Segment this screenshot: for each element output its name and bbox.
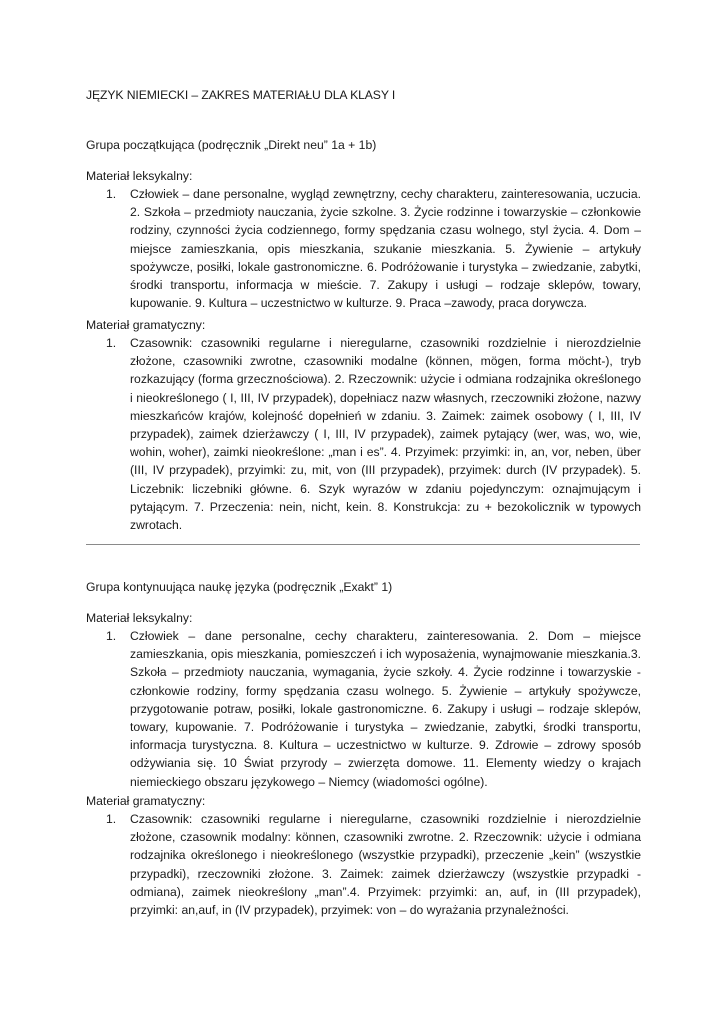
list-number: 1. xyxy=(106,812,117,826)
group-heading-continuing: Grupa kontynuująca naukę języka (podręcznik „Exakt” 1) xyxy=(86,580,393,594)
lexical-label-continuing: Materiał leksykalny: xyxy=(86,611,193,625)
lexical-label-beginner: Materiał leksykalny: xyxy=(86,169,193,183)
grammar-label-continuing: Materiał gramatyczny: xyxy=(86,794,206,808)
section-divider xyxy=(86,544,640,545)
list-number: 1. xyxy=(106,629,117,643)
grammar-text-continuing: Czasownik: czasowniki regularne i nieregularne, czasowniki rozdzielnie i nierozdzielnie złożone, czasownik modalny: können, czasowniki zwrotne. 2. Rzeczownik: użycie i odmiana rodzajnika określonego i nieokreślonego (wszystkie przypadki), przeczenie „kein” (wszystkie przypadki), rzeczowniki złożone. 3. Zaimek: zaimek dzierżawczy (wszystkie przypadki - odmiana), zaimek nieokreślony „man”.4. Przyimek: przyimki: an, auf, in (III przypadek), przyimki: an,auf, in (IV przypadek), przyimek: von – do wyrażania przynależności. xyxy=(130,812,641,918)
group-heading-beginner: Grupa początkująca (podręcznik „Direkt neu” 1a + 1b) xyxy=(86,138,377,152)
list-number: 1. xyxy=(106,336,117,350)
grammar-label-beginner: Materiał gramatyczny: xyxy=(86,318,206,332)
document-title: JĘZYK NIEMIECKI – ZAKRES MATERIAŁU DLA KLASY I xyxy=(86,88,396,102)
lexical-text-beginner: Człowiek – dane personalne, wygląd zewnętrzny, cechy charakteru, zainteresowania, uczucia. 2. Szkoła – przedmioty nauczania, życie szkolne. 3. Życie rodzinne i towarzyskie – członkowie rodziny, czynności życia codziennego, formy spędzania czasu wolnego, styl życia. 4. Dom – miejsce zamieszkania, opis mieszkania, szukanie mieszkania. 5. Żywienie – artykuły spożywcze, posiłki, lokale gastronomiczne. 6. Podróżowanie i turystyka – zwiedzanie, zabytki, środki transportu, informacja w mieście. 7. Zakupy i usługi – rodzaje sklepów, towary, kupowanie. 9. Kultura – uczestnictwo w kulturze. 9. Praca –zawody, praca dorywcza. xyxy=(130,187,641,311)
list-number: 1. xyxy=(106,187,117,201)
lexical-text-continuing: Człowiek – dane personalne, cechy charakteru, zainteresowania. 2. Dom – miejsce zamieszkania, opis mieszkania, pomieszczeń i ich wyposażenia, wynajmowanie mieszkania.3. Szkoła – przedmioty nauczania, wymagania, życie szkoły. 4. Życie rodzinne i towarzyskie - członkowie rodziny, formy spędzania czasu wolnego. 5. Żywienie – artykuły spożywcze, przygotowanie potraw, posiłki, lokale gastronomiczne. 6. Zakupy i usługi – rodzaje sklepów, towary, kupowanie. 7. Podróżowanie i turystyka – zwiedzanie, zabytki, środki transportu, informacja turystyczna. 8. Kultura – uczestnictwo w kulturze. 9. Zdrowie – zdrowy sposób odżywiania się. 10 Świat przyrody – zwierzęta domowe. 11. Elementy wiedzy o krajach niemieckiego obszaru językowego – Niemcy (wiadomości ogólne). xyxy=(130,629,641,789)
grammar-text-beginner: Czasownik: czasowniki regularne i nieregularne, czasowniki rozdzielnie i nierozdzielnie złożone, czasowniki zwrotne, czasowniki modalne (können, mögen, forma möcht-), tryb rozkazujący (forma grzecznościowa). 2. Rzeczownik: użycie i odmiana rodzajnika określonego i nieokreślonego ( I, III, IV przypadek), dopełniacz nazw własnych, rzeczowniki złożone, nazwy mieszkańców krajów, kolejność dopełnień w zdaniu. 3. Zaimek: zaimek osobowy ( I, III, IV przypadek), zaimek dzierżawczy ( I, III, IV przypadek), zaimek pytający (wer, was, wo, wie, wohin, woher), zaimki nieokreślone: „man i es”. 4. Przyimek: przyimki: in, an, vor, neben, über (III, IV przypadek), przyimki: zu, mit, von (III przypadek), przyimek: durch (IV przypadek). 5. Liczebnik: liczebniki główne. 6. Szyk wyrazów w zdaniu pojedynczym: oznajmującym i pytającym. 7. Przeczenia: nein, nicht, kein. 8. Konstrukcja: zu + bezokolicznik w typowych zwrotach. xyxy=(130,336,641,533)
